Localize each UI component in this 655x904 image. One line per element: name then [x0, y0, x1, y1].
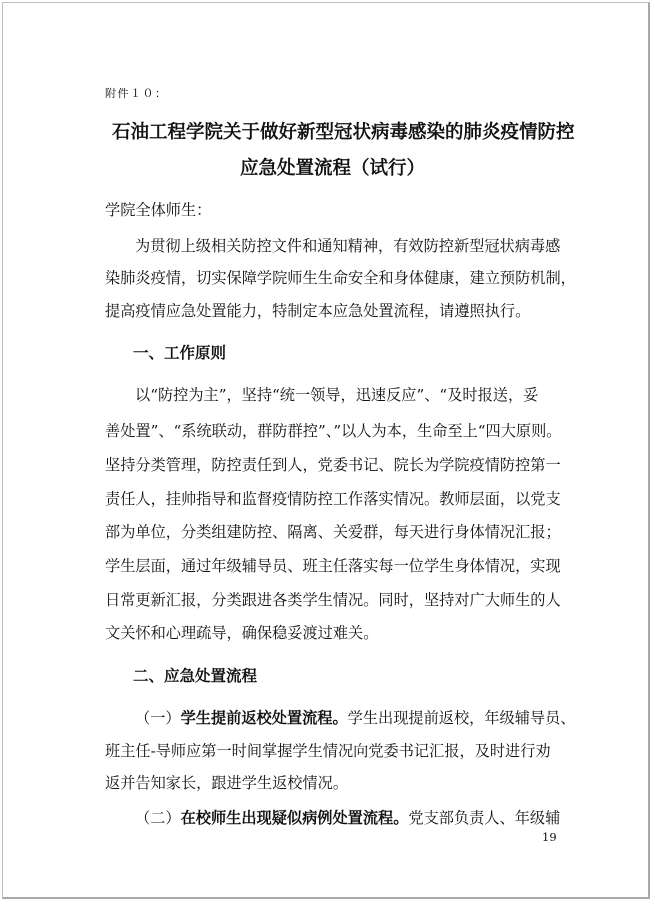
section-1-line-5: 部为单位，分类组建防控、隔离、关爱群，每天进行身体情况汇报；: [105, 523, 561, 541]
intro-line-2: 染肺炎疫情，切实保障学院师生生命安全和身体健康，建立预防机制，: [105, 269, 576, 287]
item-2-rest: 党支部负责人、年级辅: [408, 809, 561, 827]
item-2-bold-title: 在校师生出现疑似病例处置流程。: [180, 809, 409, 827]
section-1-line-1: 以“防控为主”，坚持“统一领导，迅速反应”、“及时报送，妥: [135, 386, 539, 404]
intro-line-1: 为贯彻上级相关防控文件和通知精神，有效防控新型冠状病毒感: [135, 237, 561, 255]
section-1-line-3: 坚持分类管理，防控责任到人，党委书记、院长为学院疫情防控第一: [105, 456, 561, 474]
intro-line-3: 提高疫情应急处置能力，特制定本应急处置流程，请遵照执行。: [105, 302, 531, 320]
section-2-heading: 二、应急处置流程: [133, 667, 258, 685]
section-1-line-7: 日常更新汇报，分类跟进各类学生情况。同时，坚持对广大师生的人: [105, 591, 561, 609]
section-1-line-8: 文关怀和心理疏导，确保稳妥渡过难关。: [105, 624, 379, 642]
section-1-line-4: 责任人，挂帅指导和监督疫情防控工作落实情况。教师层面，以党支: [105, 490, 561, 508]
item-1-line-2: 班主任-导师应第一时间掌握学生情况向党委书记汇报，及时进行劝: [105, 742, 551, 760]
greeting: 学院全体师生：: [105, 201, 212, 219]
section-1-heading: 一、工作原则: [133, 344, 227, 362]
item-2-first-line: [135, 808, 560, 828]
item-1-rest: 学生出现提前返校，年级辅导员、: [347, 709, 576, 727]
item-1-line-3: 返并告知家长，跟进学生返校情况。: [105, 774, 348, 792]
item-1-prefix: （一）: [135, 709, 181, 727]
page-number: 19: [542, 830, 557, 844]
document-title-line-1: 石油工程学院关于做好新型冠状病毒感染的肺炎疫情防控: [112, 122, 575, 143]
section-1-line-6: 学生层面，通过年级辅导员、班主任落实每一位学生身体情况，实现: [105, 557, 561, 575]
attachment-label: 附件１０：: [105, 87, 168, 100]
section-1-line-2: 善处置”、“系统联动，群防群控”、”以人为本，生命至上“四大原则。: [105, 422, 562, 440]
document-title-line-2: 应急处置流程（试行）: [240, 158, 426, 179]
item-1-first-line: [135, 708, 575, 728]
item-1-bold-title: 学生提前返校处置流程。: [180, 709, 348, 727]
item-2-prefix: （二）: [135, 809, 181, 827]
